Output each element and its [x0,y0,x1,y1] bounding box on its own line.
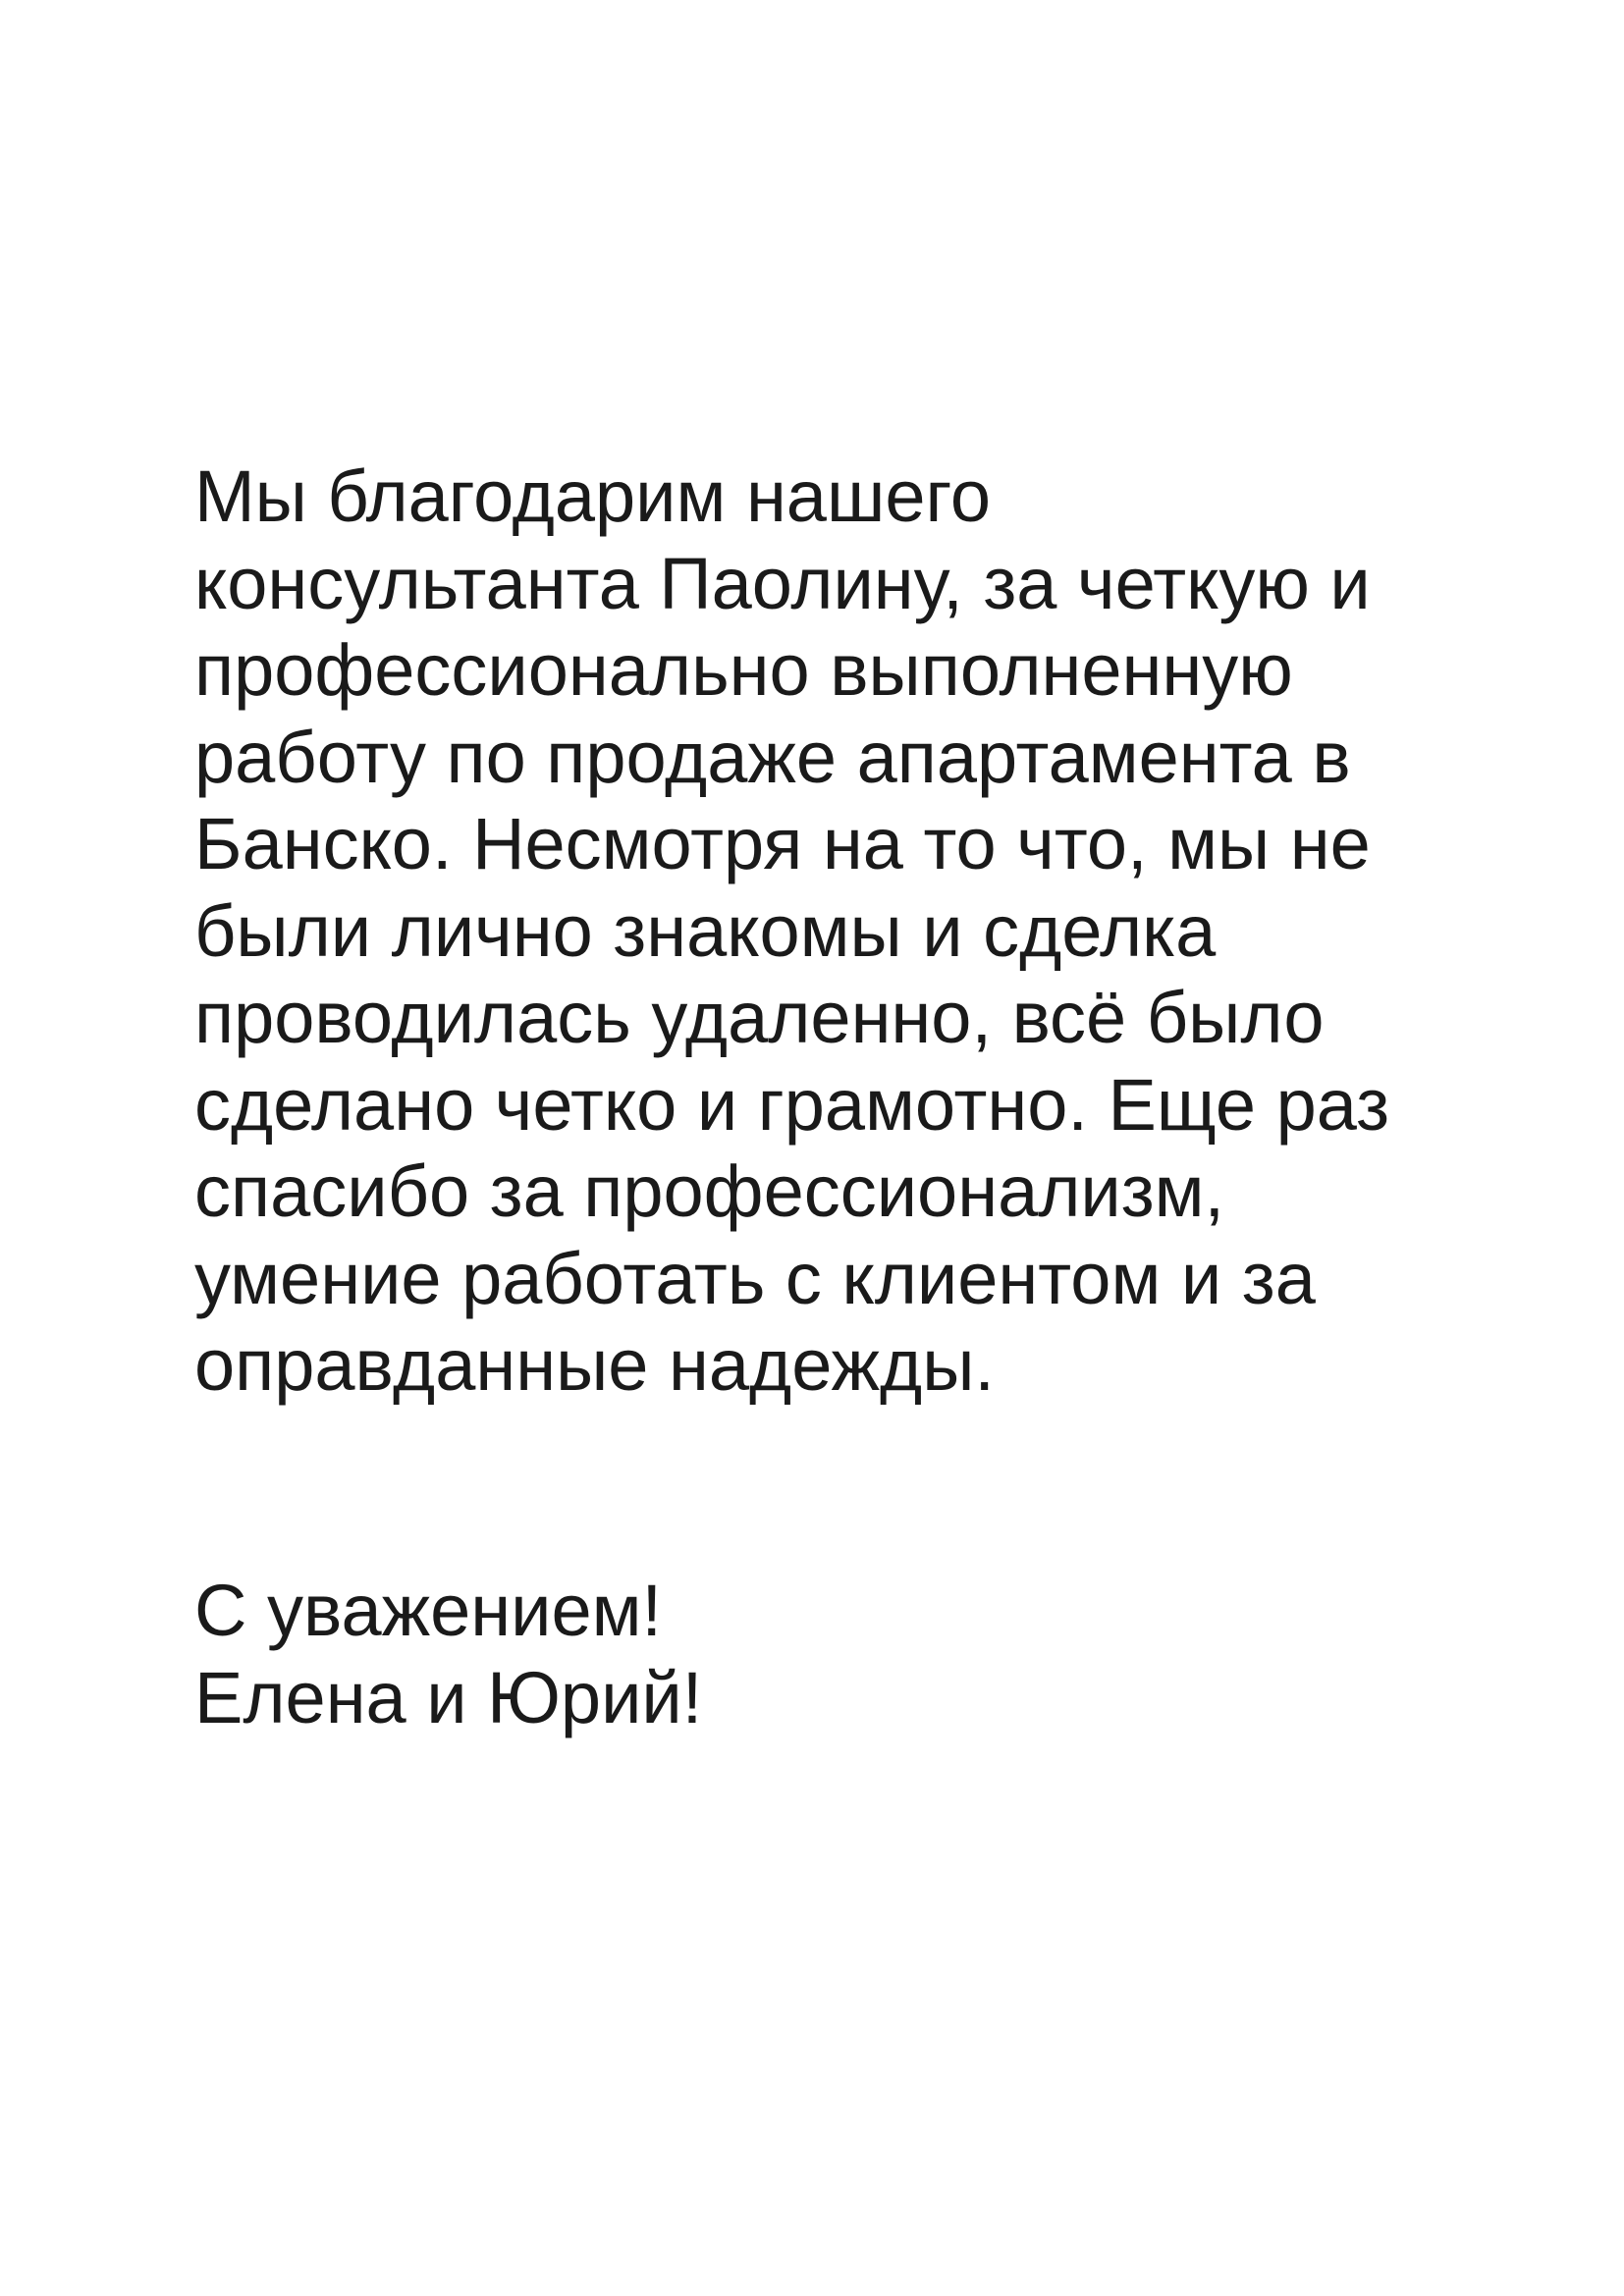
letter-line: Банско. Несмотря на то что, мы не [194,803,1371,884]
letter-line: проводилась удаленно, всё было [194,977,1325,1058]
letter-line: Мы благодарим нашего [194,455,992,537]
signature: Елена и Юрий! [194,1657,703,1738]
letter-body [194,454,1471,1410]
letter-line: были лично знакомы и сделка [194,889,1217,972]
closing-greeting: С уважением! [194,1570,663,1651]
letter-line: консультанта Паолину, за четкую и [194,542,1371,624]
letter-line: сделано четко и грамотно. Еще раз [194,1063,1390,1146]
letter-line: профессионально выполненную [194,629,1293,711]
letter-line: спасибо за профессионализм, [194,1150,1225,1232]
letter-closing-block [194,1567,1471,1741]
letter-line: оправданные надежды. [194,1324,995,1406]
letter-line: работу по продаже апартамента в [194,716,1351,798]
letter-line: умение работать с клиентом и за [194,1237,1316,1319]
